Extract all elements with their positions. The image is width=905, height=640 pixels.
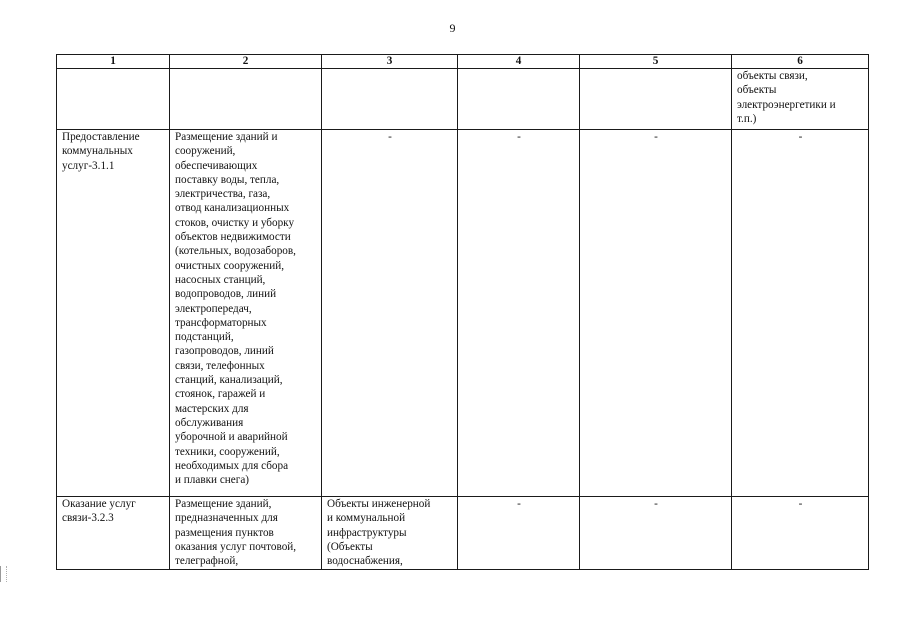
column-header: 2	[170, 55, 322, 69]
page-number: 9	[449, 21, 456, 35]
dash-cell: -	[732, 497, 869, 570]
description-cell: Размещение зданий, предназначенных для размещения пунктов оказания услуг почтовой, телеграфной,	[170, 497, 322, 570]
land-use-type-cell: Предоставление коммунальных услуг-3.1.1	[57, 130, 170, 497]
table-row	[57, 130, 869, 497]
table-cell	[458, 69, 580, 130]
table-row	[57, 69, 869, 130]
dash-cell: -	[458, 497, 580, 570]
dash-cell: -	[732, 130, 869, 497]
column-header: 6	[732, 55, 869, 69]
table-header-row	[57, 55, 869, 69]
column-header: 3	[322, 55, 458, 69]
land-use-table	[56, 54, 869, 570]
column-header: 5	[580, 55, 732, 69]
description-cell: Размещение зданий и сооружений, обеспечивающих поставку воды, тепла, электричества, газа, отвод канализационных стоков, очистку и уборку объектов недвижимости (котельных, водозаборов, очистных сооружений, насосных станций, водопроводов, линий электропередач, трансформаторных подстанций, газопроводов, линий связи, телефонных станций, канализаций, стоянок, гаражей и мастерских для обслуживания уборочной и аварийной техники, сооружений, необходимых для сбора и плавки снега)	[170, 130, 322, 497]
column-header: 1	[57, 55, 170, 69]
dash-cell: -	[580, 497, 732, 570]
land-use-type-cell: Оказание услуг связи-3.2.3	[57, 497, 170, 570]
dash-cell: -	[322, 130, 458, 497]
table-cell	[170, 69, 322, 130]
scan-edge-mark	[0, 566, 7, 582]
table-row	[57, 497, 869, 570]
table-cell	[57, 69, 170, 130]
dash-cell: -	[580, 130, 732, 497]
table-cell	[580, 69, 732, 130]
column-header: 4	[458, 55, 580, 69]
objects-cell: Объекты инженерной и коммунальной инфраструктуры (Объекты водоснабжения,	[322, 497, 458, 570]
dash-cell: -	[458, 130, 580, 497]
table-cell	[322, 69, 458, 130]
table-cell: объекты связи, объекты электроэнергетики и т.п.)	[732, 69, 869, 130]
